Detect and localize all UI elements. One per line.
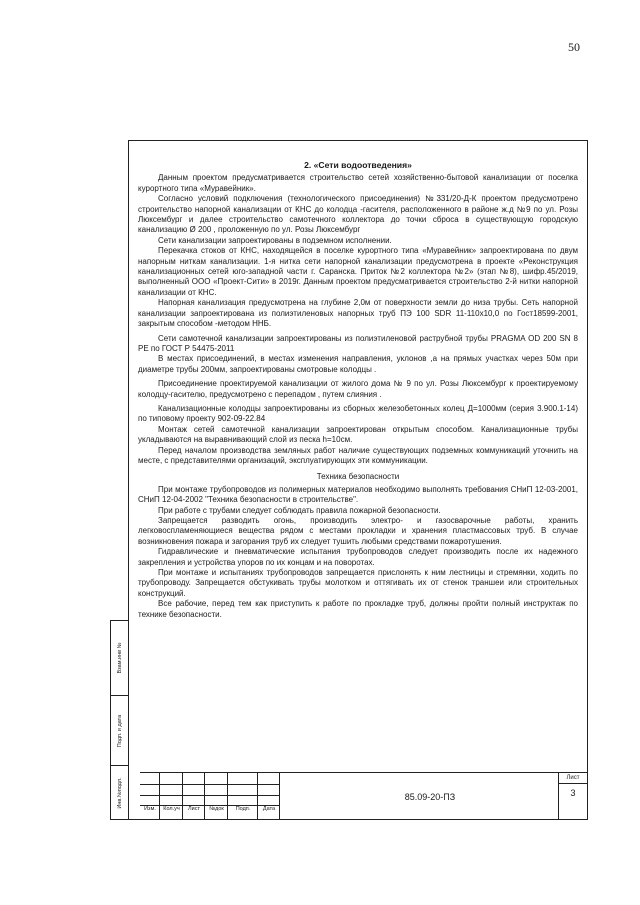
title-block-column (183, 773, 205, 819)
title-block-column (228, 773, 258, 819)
page-number: 50 (568, 40, 580, 54)
sheet-box (558, 773, 587, 819)
title-block-column (205, 773, 228, 819)
side-cell-inv-original (111, 766, 129, 820)
paragraph: При монтаже трубопроводов из полимерных материалов необходимо выполнять требования СНиП 12-03-2001, СНиП 12-04-2002 "Техника безопасности в строительстве". (138, 484, 578, 505)
header-change: Изм. (144, 806, 156, 812)
paragraph: Согласно условий подключения (технологического присоединения) №331/20-Д-К проектом предусмотрено строительство напорной канализации от КНС до колодца -гасителя, расположенного в районе ж.д №9 по ул. Розы Люксембург и далее строительство самотечного коллектора до точки сброса в существующую городскую канализацию Ø 200 , проложенную по ул. Розы Люксембург (138, 194, 578, 235)
paragraph: Монтаж сетей самотечной канализации запроектирован открытым способом. Канализационные трубы укладываются на выравнивающий слой из песка h=10см. (138, 424, 578, 445)
document-body (138, 160, 578, 620)
paragraph: Гидравлические и пневматические испытания трубопроводов следует производить после их надежного закрепления и устройства упоров по их концам и на поворотах. (138, 547, 578, 567)
side-cell-signature-date (111, 696, 129, 766)
title-block-column (140, 773, 160, 819)
sheet-label: Лист (559, 773, 587, 784)
safety-title: Техника безопасности (316, 472, 400, 482)
header-sheet: Лист (188, 806, 200, 812)
paragraph: Присоединение проектируемой канализации от жилого дома № 9 по ул. Розы Люксембург к проектируемому колодцу-гасителю, предусмотрено с перепадом , путем слияния . (138, 379, 578, 399)
title-block-column (258, 773, 280, 819)
paragraph: Данным проектом предусматривается строительство сетей хозяйственно-бытовой канализации от поселка курортного типа «Муравейник». (138, 173, 578, 193)
side-label-replace-inv: Взам.инв № (117, 642, 123, 674)
document-code: 85.09-20-ПЗ (404, 792, 456, 802)
paragraph: Перед началом производства земляных работ наличие существующих подземных коммуникаций уточнить на месте, с представителями организаций, эксплуатирующих эти коммуникации. (138, 445, 578, 465)
header-date: Дата (262, 806, 276, 812)
paragraph: В местах присоединений, в местах изменения направления, уклонов ,а на прямых участках через 50м при диаметре трубы 200мм, запроектированы смотровые колодцы . (138, 354, 578, 374)
paragraph: Сети канализации запроектированы в подземном исполнении. (158, 235, 392, 245)
title-block (140, 772, 587, 819)
paragraph: Канализационные колодцы запроектированы из сборных железобетонных колец Д=1000мм (серия 3.900.1-14) по типовому проекту 902-09-22.84 (138, 403, 578, 424)
paragraph: При монтаже и испытаниях трубопроводов запрещается прислонять к ним лестницы и стремянки, ходить по трубопроводу. Запрещается обстукивать трубы молотком и оттягивать их от стенок траншеи или строительных конструкций. (138, 568, 578, 598)
header-count: Кол.уч (163, 806, 180, 812)
header-signature: Подп. (235, 806, 251, 812)
sheet-number: 3 (570, 788, 576, 798)
paragraph: Перекачка стоков от КНС, находящейся в поселке курортного типа «Муравейник» запроектирована по двум напорным ниткам канализации. 1-я нитка сети напорной канализации предусмотрена в проекте «Реконструкция канализационных сетей юго-западной части г. Саранска. Приток №2 коллектора №2» (этап №8), шифр.45/2019, выполненный ООО «Проект-Сити» в 2019г. Данным проектом предусматривается строительство 2-й нитки напорной канализации от КНС. (138, 246, 578, 297)
side-label-signature-date: Подп. и дата (117, 714, 123, 747)
side-stamp (110, 620, 128, 820)
header-doc-number: №док (209, 806, 224, 812)
paragraph: Все рабочие, перед тем как приступить к работе по прокладке труб, должны пройти полный инструктаж по технике безопасности. (138, 599, 578, 619)
paragraph: Сети самотечной канализации запроектированы из полиэтиленовой раструбной трубы PRAGMA OD 200 SN 8 PE по ГОСТ Р 54475-2011 (138, 333, 578, 353)
section-title: 2. «Сети водоотведения» (304, 160, 412, 170)
side-label-inv-original: Инв.№подл. (117, 777, 123, 809)
paragraph: При работе с трубами следует соблюдать правила пожарной безопасности. (158, 505, 441, 515)
paragraph: Запрещается разводить огонь, производить электро- и газосварочные работы, хранить легковоспламеняющиеся вещества рядом с местами прокладки и хранения пластмассовых труб. В случае возникновения пожара и загорания труб их следует тушить любыми средствами пожаротушения. (138, 516, 578, 546)
title-block-column (160, 773, 183, 819)
side-cell-replace-inv (111, 621, 129, 696)
paragraph: Напорная канализация предусмотрена на глубине 2,0м от поверхности земли до низа трубы. Сеть напорной канализации запроектирована из полиэтиленовых напорных труб ПЭ 100 SDR 11-110х10,0 по Гост18599-2001, закрытым способом -методом ННБ. (138, 298, 578, 329)
